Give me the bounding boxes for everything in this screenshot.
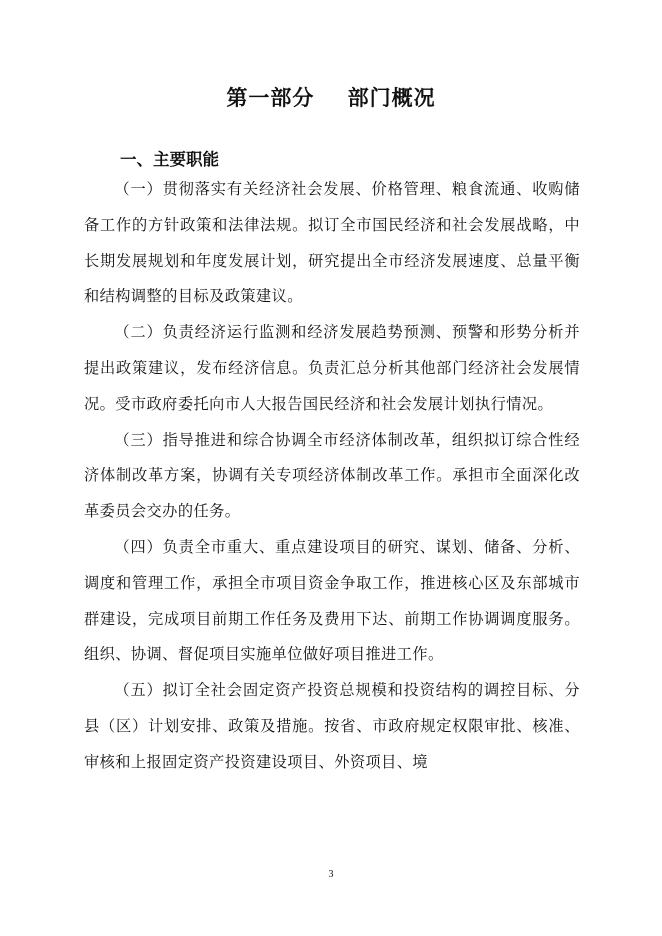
paragraph-3: （三）指导推进和综合协调全市经济体制改革，组织拟订综合性经济体制改革方案，协调有关专项经济体制改革工作。承担市全面深化改革委员会交办的任务。 [84, 430, 580, 521]
paragraph-1: （一）贯彻落实有关经济社会发展、价格管理、粮食流通、收购储备工作的方针政策和法律法规。拟订全市国民经济和社会发展战略，中长期发展规划和年度发展计划，研究提出全市经济发展速度、总量平衡和结构调整的目标及政策建议。 [84, 180, 580, 306]
paragraph-5: （五）拟订全社会固定资产投资总规模和投资结构的调控目标、分县（区）计划安排、政策及措施。按省、市政府规定权限审批、核准、审核和上报固定资产投资建设项目、外资项目、境 [84, 681, 580, 771]
section-heading: 一、主要职能 [120, 150, 219, 169]
body-text [84, 172, 580, 781]
paragraph-4: （四）负责全市重大、重点建设项目的研究、谋划、储备、分析、调度和管理工作，承担全市项目资金争取工作，推进核心区及东部城市群建设，完成项目前期工作任务及费用下达、前期工作协调调度服务。组织、协调、督促项目实施单位做好项目推进工作。 [84, 537, 580, 664]
paragraph-2: （二）负责经济运行监测和经济发展趋势预测、预警和形势分析并提出政策建议，发布经济信息。负责汇总分析其他部门经济社会发展情况。受市政府委托向市人大报告国民经济和社会发展计划执行情况。 [84, 323, 580, 413]
page-title: 第一部分 部门概况 [226, 86, 436, 110]
page-number: 3 [328, 869, 334, 880]
